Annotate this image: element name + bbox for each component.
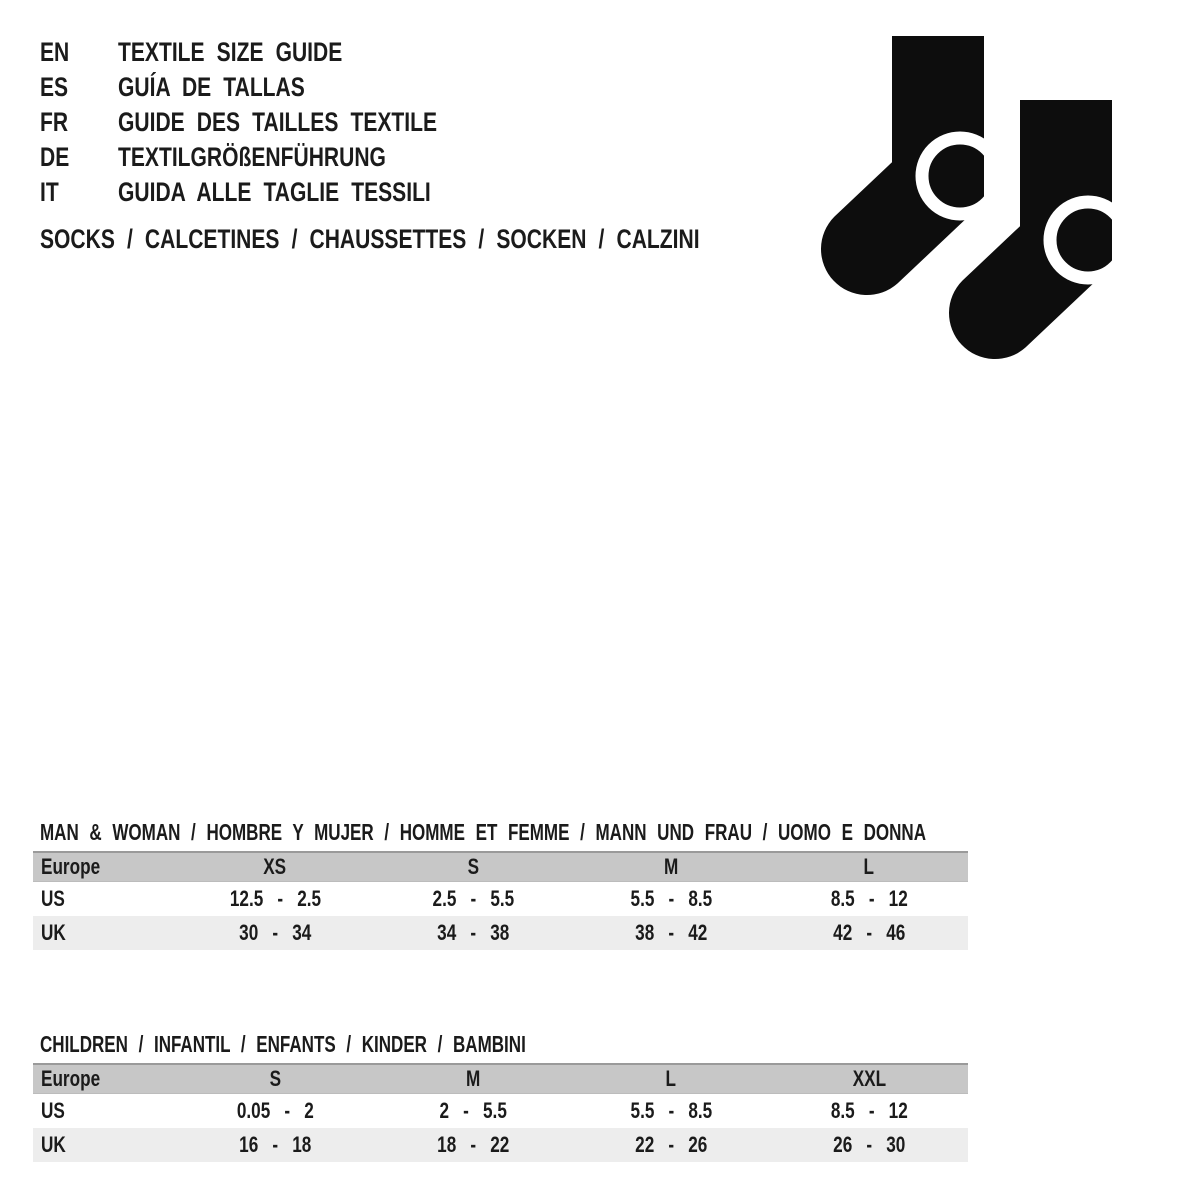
- region-label: UK: [41, 1132, 66, 1157]
- column-header-l: L: [665, 1066, 677, 1091]
- language-title: GUIDE DES TAILLES TEXTILE: [118, 107, 438, 137]
- size-cell: 38 - 42: [634, 920, 708, 945]
- size-cell: 18 - 22: [436, 1132, 510, 1157]
- category-line-text: SOCKS / CALCETINES / CHAUSSETTES / SOCKEN / CALZINI: [40, 224, 700, 254]
- language-title: TEXTILGRÖßENFÜHRUNG: [118, 142, 386, 172]
- table-row-uk: [33, 1128, 968, 1162]
- size-cell: 8.5 - 12: [830, 1098, 908, 1123]
- table-header-row: [33, 851, 968, 882]
- size-table: [33, 1063, 968, 1162]
- size-cell: 42 - 46: [832, 920, 906, 945]
- size-cell: 12.5 - 2.5: [229, 886, 321, 911]
- table-header-row: [33, 1063, 968, 1094]
- table-title-text: MAN & WOMAN / HOMBRE Y MUJER / HOMME ET FEMME / MANN UND FRAU / UOMO E DONNA: [40, 819, 927, 845]
- size-cell: 5.5 - 8.5: [630, 886, 712, 911]
- size-cell: 2.5 - 5.5: [432, 886, 514, 911]
- column-header-l: L: [863, 854, 875, 879]
- language-code: ES: [40, 72, 69, 102]
- table-title-text: CHILDREN / INFANTIL / ENFANTS / KINDER / BAMBINI: [40, 1031, 526, 1057]
- column-header-m: M: [663, 854, 679, 879]
- column-header-europe: Europe: [41, 1066, 101, 1091]
- column-header-xxl: XXL: [852, 1066, 886, 1091]
- size-cell: 0.05 - 2: [236, 1098, 314, 1123]
- region-label: US: [41, 886, 65, 911]
- column-header-s: S: [269, 1066, 281, 1091]
- language-code: DE: [40, 142, 70, 172]
- language-title: GUIDA ALLE TAGLIE TESSILI: [118, 177, 431, 207]
- column-header-xs: XS: [263, 854, 287, 879]
- region-label: US: [41, 1098, 65, 1123]
- size-cell: 16 - 18: [238, 1132, 312, 1157]
- column-header-s: S: [467, 854, 479, 879]
- column-header-m: M: [465, 1066, 481, 1091]
- region-label: UK: [41, 920, 66, 945]
- size-cell: 30 - 34: [238, 920, 312, 945]
- size-cell: 34 - 38: [436, 920, 510, 945]
- language-title: TEXTILE SIZE GUIDE: [118, 37, 343, 67]
- size-cell: 22 - 26: [634, 1132, 708, 1157]
- sock-icon: [820, 36, 990, 296]
- size-cell: 8.5 - 12: [830, 886, 908, 911]
- table-title: [40, 1030, 696, 1058]
- table-row-uk: [33, 916, 968, 950]
- table-row-us: [33, 1094, 968, 1128]
- table-row-us: [33, 882, 968, 916]
- size-table: [33, 851, 968, 950]
- size-cell: 26 - 30: [832, 1132, 906, 1157]
- column-header-europe: Europe: [41, 854, 101, 879]
- sock-icon: [948, 100, 1118, 360]
- language-code: EN: [40, 37, 70, 67]
- language-code: IT: [40, 177, 59, 207]
- size-cell: 2 - 5.5: [439, 1098, 507, 1123]
- language-title: GUÍA DE TALLAS: [118, 72, 305, 102]
- category-line: [40, 222, 886, 257]
- size-cell: 5.5 - 8.5: [630, 1098, 712, 1123]
- table-title: [40, 818, 1200, 846]
- language-code: FR: [40, 107, 69, 137]
